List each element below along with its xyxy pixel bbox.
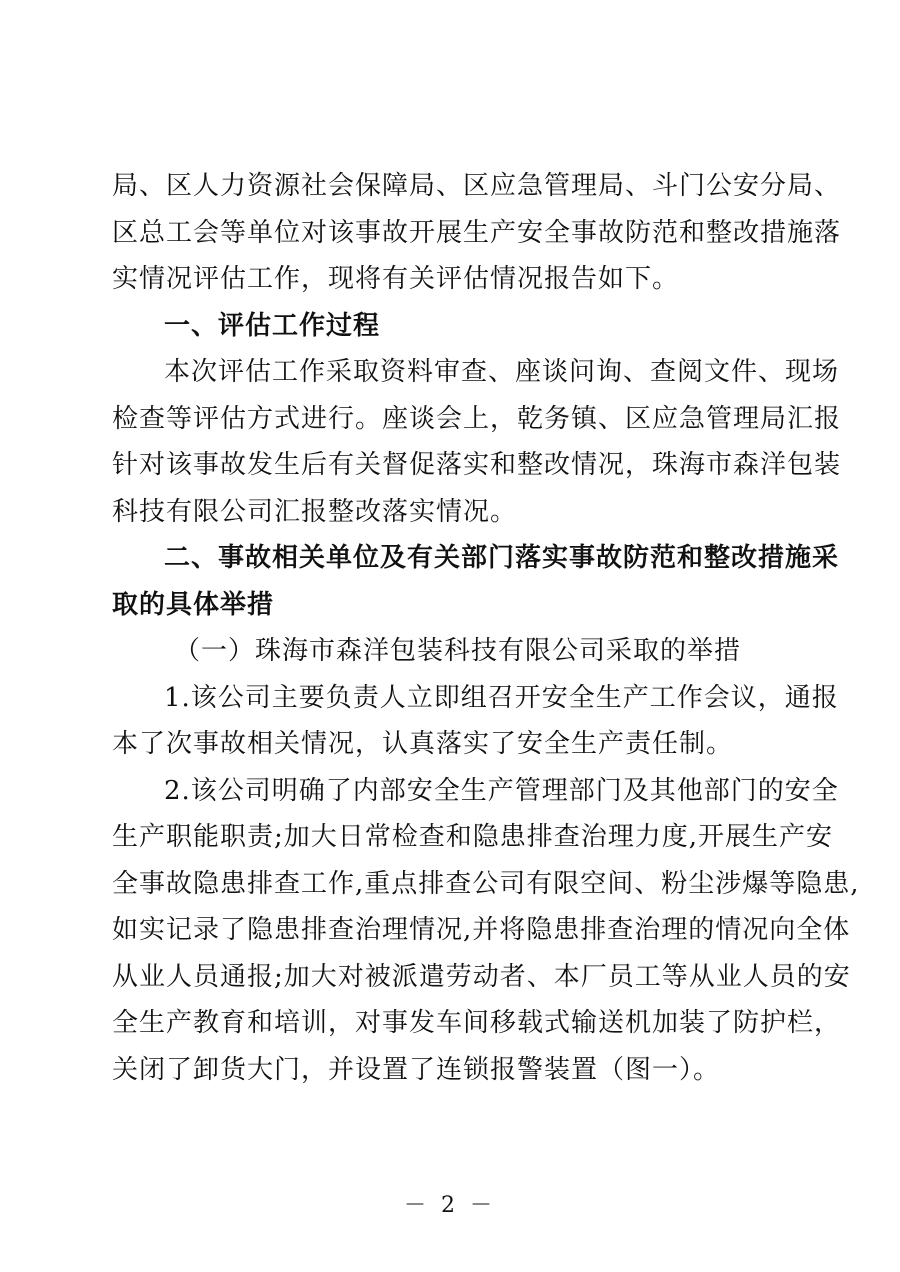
text-line: 本了次事故相关情况，认真落实了安全生产责任制。 <box>112 729 734 759</box>
document-body <box>112 163 860 1093</box>
text-line: 关闭了卸货大门，并设置了连锁报警装置（图一）。 <box>112 1054 721 1085</box>
text-line: 从业人员通报;加大对被派遣劳动者、本厂员工等从业人员的安 <box>112 961 851 992</box>
text-line: 2.该公司明确了内部安全生产管理部门及其他部门的安全 <box>164 775 839 806</box>
page-number: － 2 － <box>404 1193 496 1218</box>
text-line: 如实记录了隐患排查治理情况,并将隐患排查治理的情况向全体 <box>112 915 851 945</box>
text-line: 科技有限公司汇报整改落实情况。 <box>112 496 518 527</box>
text-line: 全生产教育和培训，对事发车间移载式输送机加装了防护栏， <box>112 1008 842 1038</box>
text-line: 生产职能职责;加大日常检查和隐患排查治理力度,开展生产安 <box>112 822 834 852</box>
text-line: 本次评估工作采取资料审查、座谈问询、查阅文件、现场 <box>164 357 840 387</box>
text-line: 针对该事故发生后有关督促落实和整改情况，珠海市森洋包装 <box>112 450 842 480</box>
text-line: 全事故隐患排查工作,重点排查公司有限空间、粉尘涉爆等隐患, <box>112 868 860 899</box>
text-line: 检查等评估方式进行。座谈会上，乾务镇、区应急管理局汇报 <box>112 403 842 434</box>
subsection-heading: （一）珠海市森洋包装科技有限公司采取的举措 <box>174 636 742 666</box>
text-line: 1.该公司主要负责人立即组召开安全生产工作会议，通报 <box>164 682 839 713</box>
section-heading-2-cont: 取的具体举措 <box>112 589 275 620</box>
section-heading-1: 一、评估工作过程 <box>164 310 381 341</box>
text-line: 局、区人力资源社会保障局、区应急管理局、斗门公安分局、 <box>112 171 842 201</box>
text-line: 实情况评估工作，现将有关评估情况报告如下。 <box>112 264 680 294</box>
text-line: 区总工会等单位对该事故开展生产安全事故防范和整改措施落 <box>112 217 842 248</box>
section-heading-2: 二、事故相关单位及有关部门落实事故防范和整改措施采 <box>164 543 840 573</box>
